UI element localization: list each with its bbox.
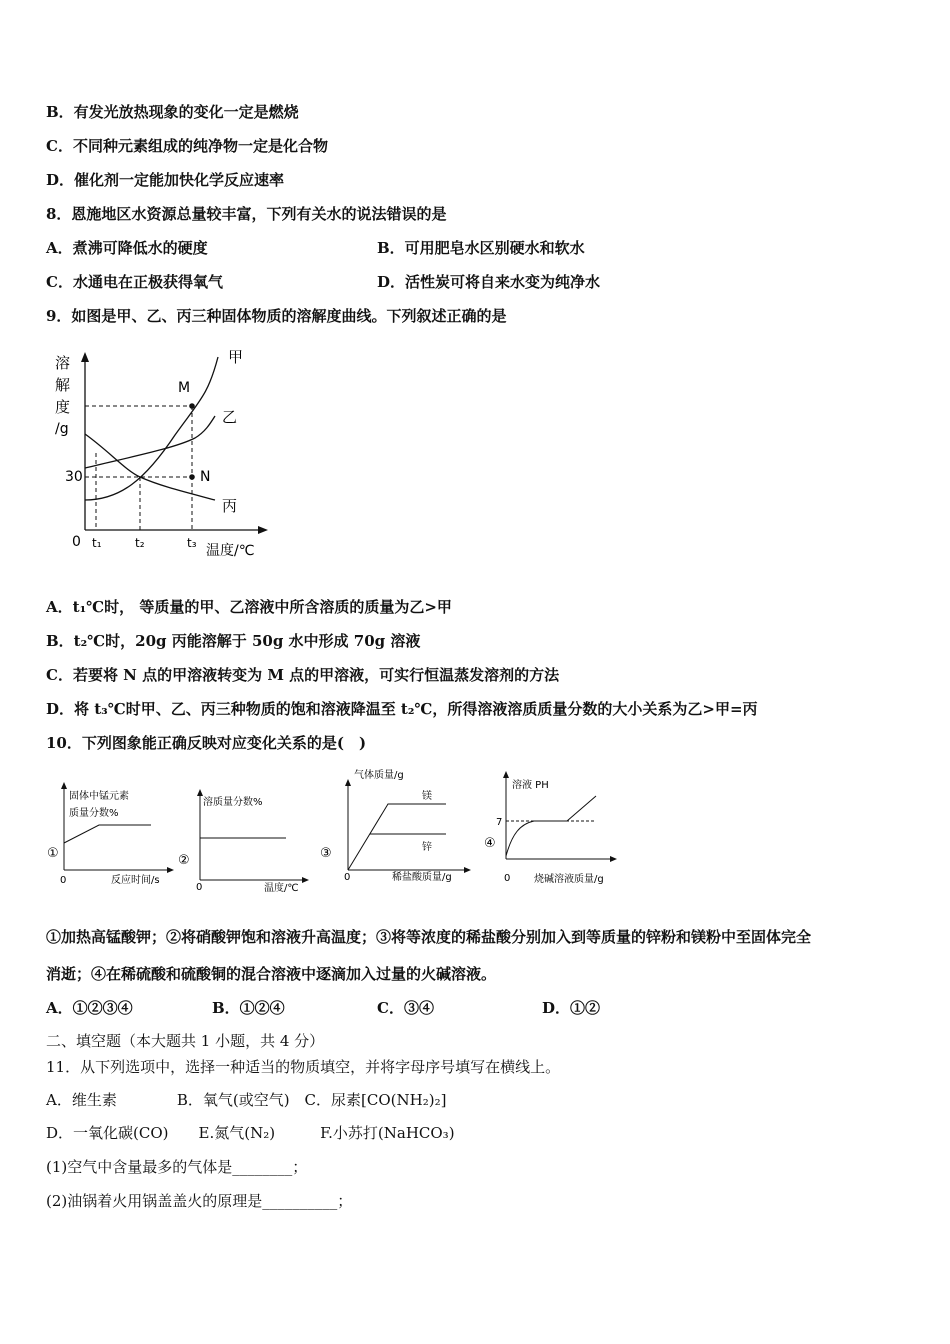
- svg-text:④: ④: [484, 836, 496, 851]
- point-n: [189, 474, 195, 480]
- graph-1: [44, 775, 179, 890]
- curve-jia: [85, 357, 218, 500]
- svg-text:反应时间/s: 反应时间/s: [111, 875, 160, 886]
- svg-text:①: ①: [47, 846, 59, 861]
- curve-label-jia: 甲: [228, 348, 244, 366]
- question-10-option-a: A．①②③④: [46, 999, 133, 1017]
- svg-text:锌: 锌: [422, 842, 432, 853]
- question-9-option-c: C．若要将 N 点的甲溶液转变为 M 点的甲溶液，可实行恒温蒸发溶剂的方法: [46, 666, 560, 684]
- svg-text:7: 7: [496, 817, 503, 828]
- section-2-heading: 二、填空题（本大题共 1 小题，共 4 分）: [46, 1032, 325, 1050]
- question-7-option-d: D．催化剂一定能加快化学反应速率: [46, 171, 285, 189]
- question-11-options-def: D．一氧化碳(CO) E.氮气(N₂) F.小苏打(NaHCO₃): [46, 1124, 455, 1142]
- question-11-stem: 11．从下列选项中，选择一种适当的物质填空，并将字母序号填写在横线上。: [46, 1058, 561, 1076]
- question-11-options-abc: A．维生素 B．氧气(或空气) C．尿素[CO(NH₂)₂]: [46, 1091, 447, 1109]
- question-8-option-d: D．活性炭可将自来水变为纯净水: [377, 273, 601, 291]
- graph-4: [482, 764, 627, 890]
- svg-text:烧碱溶液质量/g: 烧碱溶液质量/g: [534, 874, 604, 885]
- question-7-option-b: B．有发光放热现象的变化一定是燃烧: [46, 103, 299, 121]
- svg-text:质量分数%: 质量分数%: [69, 808, 119, 819]
- svg-text:稀盐酸质量/g: 稀盐酸质量/g: [392, 872, 452, 883]
- graph-3-mg-line: [348, 804, 446, 870]
- svg-text:镁: 镁: [422, 791, 432, 802]
- question-11-part-1: (1)空气中含量最多的气体是________；: [46, 1158, 308, 1176]
- question-10-option-b: B．①②④: [212, 999, 285, 1017]
- question-10-description-cont: 消逝；④在稀硫酸和硫酸铜的混合溶液中逐滴加入过量的火碱溶液。: [46, 965, 497, 983]
- curve-yi: [85, 416, 215, 468]
- graph-1-line: [64, 825, 151, 843]
- graph-4-line: [506, 796, 596, 856]
- y-axis-label-char: 溶: [55, 354, 71, 372]
- point-m-label: M: [178, 380, 191, 396]
- svg-text:气体质量/g: 气体质量/g: [354, 770, 404, 781]
- svg-text:溶质量分数%: 溶质量分数%: [203, 797, 263, 808]
- svg-text:0: 0: [60, 875, 67, 886]
- svg-text:0: 0: [504, 873, 511, 884]
- point-m: [189, 403, 195, 409]
- question-10-description: ①加热高锰酸钾；②将硝酸钾饱和溶液升高温度；③将等浓度的稀盐酸分别加入到等质量的锌粉和镁粉中至固体完全: [46, 928, 812, 946]
- svg-text:溶液 PH: 溶液 PH: [512, 780, 549, 791]
- graph-2: [176, 780, 316, 895]
- question-9-stem: 9．如图是甲、乙、丙三种固体物质的溶解度曲线。下列叙述正确的是: [46, 307, 507, 325]
- svg-text:②: ②: [178, 853, 190, 868]
- curve-label-yi: 乙: [222, 408, 238, 426]
- y-axis-label-char: 解: [55, 376, 71, 394]
- graph-3: [318, 762, 478, 890]
- question-10-option-d: D．①②: [542, 999, 601, 1017]
- x-axis-label: 温度/℃: [206, 543, 255, 559]
- question-8-option-a: A．煮沸可降低水的硬度: [46, 239, 208, 257]
- curve-label-bing: 丙: [222, 497, 238, 515]
- question-11-part-2: (2)油锅着火用锅盖盖火的原理是__________；: [46, 1192, 353, 1210]
- svg-text:温度/℃: 温度/℃: [264, 883, 299, 894]
- point-n-label: N: [200, 469, 211, 485]
- question-9-option-b: B．t₂℃时，20g 丙能溶解于 50g 水中形成 70g 溶液: [46, 632, 421, 650]
- x-tick-t3: t₃: [187, 536, 197, 550]
- origin-label: 0: [72, 534, 81, 550]
- svg-text:③: ③: [320, 846, 332, 861]
- x-tick-t1: t₁: [92, 536, 102, 550]
- svg-text:0: 0: [196, 882, 203, 893]
- x-tick-t2: t₂: [135, 536, 145, 550]
- question-10-stem: 10．下列图象能正确反映对应变化关系的是( ): [46, 734, 367, 752]
- question-8-option-c: C．水通电在正极获得氧气: [46, 273, 223, 291]
- question-9-option-a: A．t₁℃时， 等质量的甲、乙溶液中所含溶质的质量为乙>甲: [46, 598, 452, 616]
- y-tick-30: 30: [65, 469, 83, 485]
- solubility-curve-figure: [50, 340, 280, 565]
- svg-text:固体中锰元素: 固体中锰元素: [69, 791, 129, 802]
- y-axis-label-char: /g: [55, 421, 69, 437]
- question-8-stem: 8．恩施地区水资源总量较丰富，下列有关水的说法错误的是: [46, 205, 447, 223]
- question-10-option-c: C．③④: [377, 999, 434, 1017]
- question-7-option-c: C．不同种元素组成的纯净物一定是化合物: [46, 137, 328, 155]
- svg-text:0: 0: [344, 872, 351, 883]
- question-9-option-d: D．将 t₃℃时甲、乙、丙三种物质的饱和溶液降温至 t₂℃，所得溶液溶质质量分数的大小关系为乙>甲=丙: [46, 700, 758, 718]
- y-axis-label-char: 度: [55, 398, 71, 416]
- question-8-option-b: B．可用肥皂水区别硬水和软水: [377, 239, 585, 257]
